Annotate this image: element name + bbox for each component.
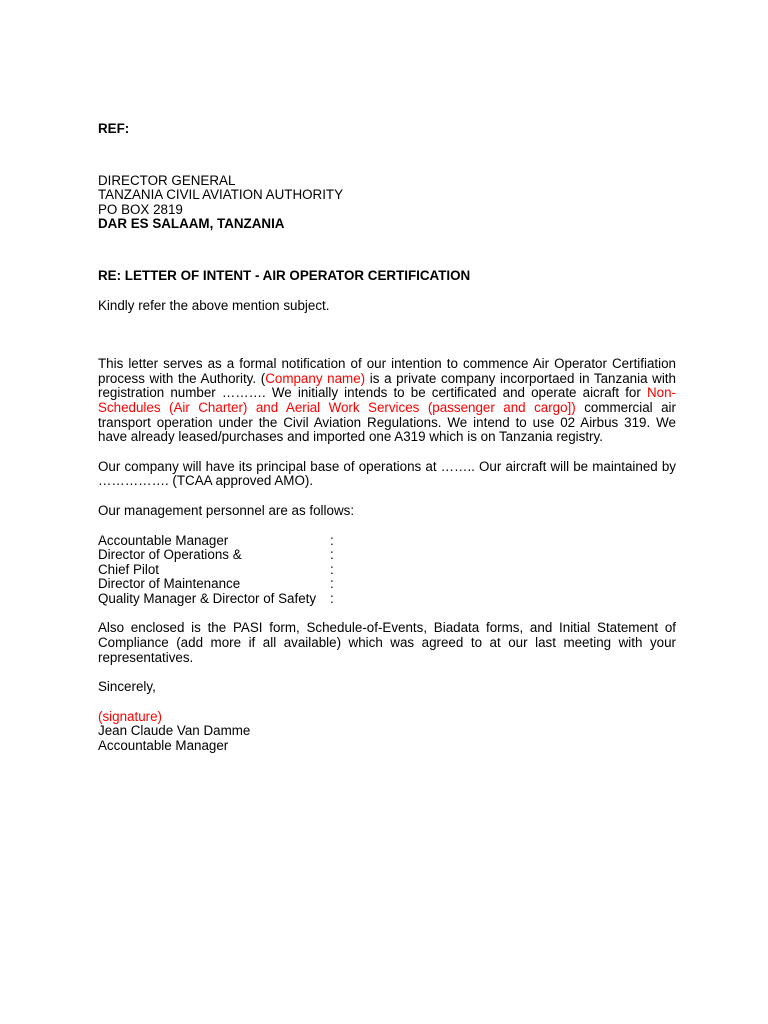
- management-intro: Our management personnel are as follows:: [98, 502, 355, 518]
- addressee-line-1: DIRECTOR GENERAL: [98, 172, 236, 188]
- management-role: Director of Maintenance: [98, 576, 241, 592]
- intent-text-3: commercial air transport operation under the Civil Aviation Regulations. We intend to use 02 Airbus 319. We have already leased/purchases and imported one A319 which is on Tanzania registry.: [98, 399, 676, 445]
- management-colon: :: [330, 576, 334, 592]
- intent-text-2: is a private company incorportaed in Tanzania with registration number ………. We initially intends to be certificated and operate aicraft for: [98, 370, 676, 401]
- management-row: [98, 534, 676, 549]
- letter-page: [98, 122, 676, 754]
- spacer: [98, 519, 676, 534]
- spacer: [98, 489, 676, 504]
- management-colon: :: [330, 547, 334, 563]
- company-name-placeholder: Company name): [265, 370, 366, 386]
- spacer: [98, 606, 676, 621]
- intro-text: Kindly refer the above mention subject.: [98, 297, 330, 313]
- management-colon: :: [330, 532, 334, 548]
- intent-text-1: This letter serves as a formal notification of our intention to commence Air Operator Certifiation process with the Authority. (: [98, 356, 676, 386]
- intent-paragraph: [98, 357, 676, 445]
- management-row: [98, 592, 676, 607]
- addressee-block: [98, 174, 676, 232]
- signature-block: [98, 710, 676, 754]
- management-list: [98, 534, 676, 607]
- spacer: [98, 665, 676, 680]
- management-colon: :: [330, 561, 334, 577]
- spacer: [98, 695, 676, 710]
- spacer: [98, 313, 676, 357]
- management-row: [98, 548, 676, 563]
- addressee-line-4: DAR ES SALAAM, TANZANIA: [98, 216, 285, 232]
- base-operations-paragraph: Our company will have its principal base of operations at …….. Our aircraft will be maintained by ……………. (TCAA approved AMO).: [98, 458, 676, 489]
- spacer: [98, 232, 676, 269]
- ref-label: REF:: [98, 121, 130, 136]
- closing: Sincerely,: [98, 679, 156, 695]
- addressee-line-3: PO BOX 2819: [98, 201, 183, 217]
- signer-title: Accountable Manager: [98, 738, 229, 754]
- subject-line: RE: LETTER OF INTENT - AIR OPERATOR CERTIFICATION: [98, 267, 471, 283]
- management-role: Accountable Manager: [98, 532, 229, 548]
- spacer: [98, 445, 676, 460]
- management-row: [98, 577, 676, 592]
- operation-type-placeholder: Non-Schedules (Air Charter) and Aerial Work Services (passenger and cargo]): [98, 385, 676, 415]
- management-row: [98, 563, 676, 578]
- signer-name: Jean Claude Van Damme: [98, 723, 251, 739]
- signature-placeholder: (signature): [98, 708, 163, 724]
- spacer: [98, 284, 676, 299]
- management-role: Quality Manager & Director of Safety: [98, 590, 317, 606]
- management-role: Chief Pilot: [98, 561, 160, 577]
- management-colon: :: [330, 590, 334, 606]
- management-role: Director of Operations &: [98, 547, 242, 563]
- enclosures-paragraph: Also enclosed is the PASI form, Schedule-of-Events, Biadata forms, and Initial Statement of Compliance (add more if all available) which was agreed to at our last meeting with your representatives.: [98, 620, 676, 665]
- spacer: [98, 137, 676, 174]
- addressee-line-2: TANZANIA CIVIL AVIATION AUTHORITY: [98, 187, 344, 203]
